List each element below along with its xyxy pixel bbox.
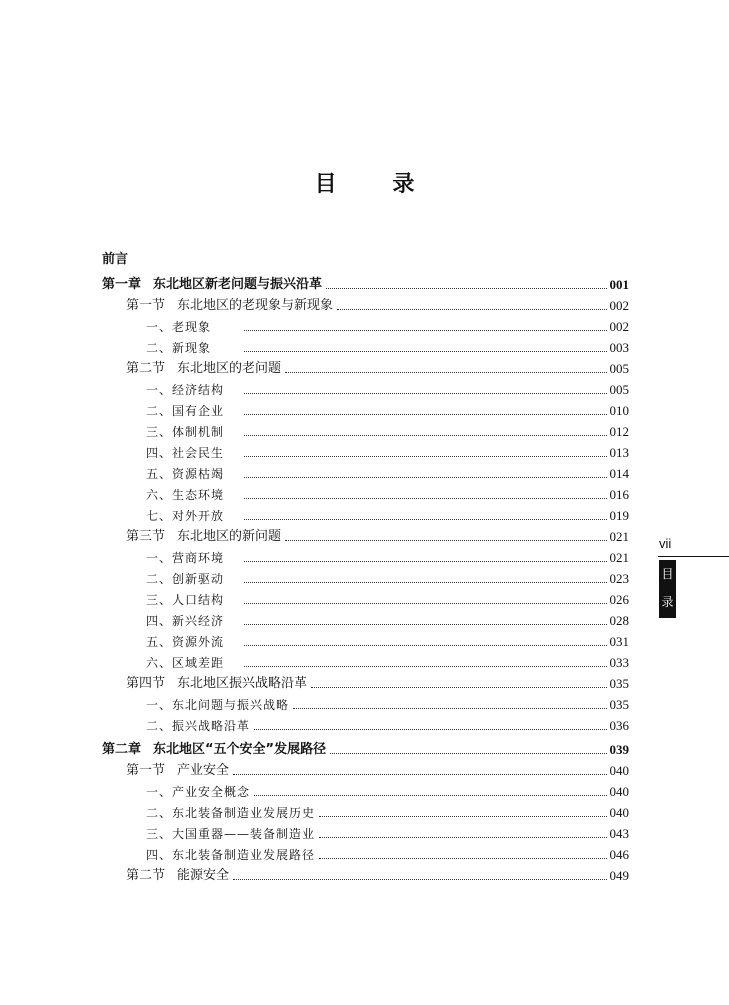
dot-leader: [244, 645, 607, 646]
toc-section-row: [102, 295, 629, 316]
toc-page-number: 021: [609, 550, 629, 565]
toc-entry-number: 一、: [146, 383, 173, 397]
toc-entry-number: 三、: [146, 593, 173, 607]
toc-entry-label: [146, 401, 240, 421]
toc-entry-label: [126, 674, 307, 694]
toc-page-number: 043: [609, 826, 629, 841]
toc-entry-title: 对外开放: [172, 509, 225, 523]
toc-page-number: 002: [609, 298, 629, 313]
toc-entry-number: 一、: [146, 320, 173, 334]
dot-leader: [244, 603, 607, 604]
toc-entry-number: 一、: [146, 551, 173, 565]
dot-leader: [293, 708, 606, 709]
toc-entry-title: 东北地区的老问题: [177, 361, 282, 376]
toc-page-number: 019: [609, 508, 629, 523]
toc-page-number: 040: [609, 784, 629, 799]
toc-entry-number: 六、: [146, 656, 173, 670]
dot-leader: [337, 309, 606, 310]
toc-page-number: 046: [609, 847, 629, 862]
toc-entry-label: [146, 590, 240, 610]
toc-page-number: 014: [609, 466, 629, 481]
preface-entry: 前言: [102, 252, 129, 267]
toc-entry-label: [126, 296, 333, 316]
toc-entry-title: 资源枯竭: [172, 467, 225, 481]
toc-item-row: [102, 421, 629, 442]
toc-entry-title: 营商环境: [172, 551, 225, 565]
toc-item-row: [102, 802, 629, 823]
toc-entry-number: 七、: [146, 509, 173, 523]
toc-page-number: 040: [609, 805, 629, 820]
toc-entry-title: 东北问题与振兴战略: [172, 698, 290, 712]
toc-page-number: 026: [609, 592, 629, 607]
toc-item-row: [102, 568, 629, 589]
toc-page-number: 012: [609, 424, 629, 439]
toc-entry-label: [102, 740, 326, 760]
toc-entry-title: 东北地区振兴战略沿革: [177, 676, 308, 691]
dot-leader: [244, 624, 607, 625]
toc-page-number: 033: [609, 655, 629, 670]
title-part: 目: [314, 172, 337, 197]
dot-leader: [244, 393, 607, 394]
toc-entry-number: 第一节: [126, 763, 166, 778]
toc-page-number: 002: [609, 319, 629, 334]
dot-leader: [244, 477, 607, 478]
toc-item-row: [102, 823, 629, 844]
toc-entry-title: 东北装备制造业发展路径: [172, 848, 316, 862]
toc-entry-title: 新兴经济: [172, 614, 225, 628]
toc-entry-title: 社会民生: [172, 446, 225, 460]
toc-entry-title: 资源外流: [172, 635, 225, 649]
toc-section-row: [102, 526, 629, 547]
toc-entry-title: 振兴战略沿革: [172, 719, 251, 733]
toc-entry-title: 老现象: [172, 320, 212, 334]
toc-entry-number: 第二节: [126, 868, 166, 883]
toc-item-row: [102, 844, 629, 865]
toc-entry-number: 二、: [146, 806, 173, 820]
toc-entry-number: 三、: [146, 425, 173, 439]
toc-page-number: 013: [609, 445, 629, 460]
toc-entry-number: 五、: [146, 467, 173, 481]
toc-entry-label: [126, 761, 229, 781]
toc-entry-label: [146, 422, 240, 442]
toc-entry-label: [146, 632, 240, 652]
toc-entry-label: [126, 359, 281, 379]
dot-leader: [285, 540, 606, 541]
toc-page-number: 016: [609, 487, 629, 502]
toc-entry-label: [146, 803, 315, 823]
toc-entry-label: [146, 485, 240, 505]
toc-section-row: [102, 673, 629, 694]
toc-entry-title: 创新驱动: [172, 572, 225, 586]
toc-entry-title: 新现象: [172, 341, 212, 355]
toc-item-row: [102, 463, 629, 484]
toc-entry-number: 第一章: [102, 277, 142, 292]
dot-leader: [244, 330, 607, 331]
toc-page-number: 031: [609, 634, 629, 649]
toc-page-number: 035: [609, 676, 629, 691]
toc-entry-title: 区域差距: [172, 656, 225, 670]
toc-entry-label: [146, 611, 240, 631]
dot-leader: [244, 561, 607, 562]
dot-leader: [244, 435, 607, 436]
toc-item-row: [102, 631, 629, 652]
toc-entry-title: 产业安全概念: [172, 785, 251, 799]
toc-item-row: [102, 652, 629, 673]
toc-entry-label: [102, 275, 322, 295]
table-of-contents: [102, 248, 629, 886]
toc-entry-title: 东北地区“五个安全”发展路径: [153, 742, 327, 757]
toc-page-number: 005: [609, 361, 629, 376]
toc-entry-number: 第三节: [126, 529, 166, 544]
toc-entry-number: 二、: [146, 341, 173, 355]
dot-leader: [233, 879, 606, 880]
toc-entry-label: [146, 338, 240, 358]
toc-entry-number: 一、: [146, 785, 173, 799]
toc-entry-number: 二、: [146, 404, 173, 418]
toc-page-number: 049: [609, 868, 629, 883]
toc-item-row: [102, 379, 629, 400]
toc-item-row: [102, 400, 629, 421]
toc-entry-number: 三、: [146, 827, 173, 841]
toc-section-row: [102, 760, 629, 781]
toc-entry-label: [146, 845, 315, 865]
toc-item-row: [102, 781, 629, 802]
side-section-tab: [658, 536, 729, 626]
toc-entry-label: [146, 464, 240, 484]
toc-entry-label: [146, 443, 240, 463]
dot-leader: [319, 816, 606, 817]
toc-item-row: [102, 337, 629, 358]
toc-item-row: [102, 547, 629, 568]
toc-entry-title: 东北地区的新问题: [177, 529, 282, 544]
dot-leader: [244, 582, 607, 583]
toc-entry-label: [146, 380, 240, 400]
toc-page-number: 028: [609, 613, 629, 628]
toc-entry-title: 生态环境: [172, 488, 225, 502]
toc-entry-title: 经济结构: [172, 383, 225, 397]
dot-leader: [319, 837, 606, 838]
toc-entry-number: 一、: [146, 698, 173, 712]
dot-leader: [244, 456, 607, 457]
tab-label-box: [659, 560, 676, 618]
toc-page-number: 003: [609, 340, 629, 355]
toc-entry-label: [146, 824, 315, 844]
toc-entry-title: 东北地区的老现象与新现象: [177, 298, 334, 313]
toc-section-row: [102, 865, 629, 886]
dot-leader: [233, 774, 606, 775]
dot-leader: [254, 729, 606, 730]
dot-leader: [326, 288, 606, 289]
dot-leader: [330, 753, 606, 754]
toc-entry-title: 能源安全: [177, 868, 230, 883]
dot-leader: [254, 795, 606, 796]
toc-entry-number: 四、: [146, 848, 173, 862]
title-part: 录: [392, 172, 415, 197]
toc-entry-number: 六、: [146, 488, 173, 502]
toc-page-number: 005: [609, 382, 629, 397]
toc-entry-title: 东北装备制造业发展历史: [172, 806, 316, 820]
tab-rule: [658, 556, 729, 557]
toc-entry-title: 人口结构: [172, 593, 225, 607]
toc-chapter-row: [102, 736, 629, 760]
dot-leader: [311, 687, 606, 688]
toc-entry-title: 大国重器——装备制造业: [172, 827, 316, 841]
dot-leader: [244, 351, 607, 352]
toc-page-number: 035: [609, 697, 629, 712]
toc-entry-label: [146, 653, 240, 673]
toc-section-row: [102, 358, 629, 379]
toc-item-row: [102, 715, 629, 736]
toc-entry-number: 第二节: [126, 361, 166, 376]
toc-entry-number: 二、: [146, 719, 173, 733]
dot-leader: [244, 498, 607, 499]
toc-entry-label: [126, 866, 229, 886]
toc-entry-title: 体制机制: [172, 425, 225, 439]
toc-entry-label: [146, 695, 289, 715]
roman-page-number: vii: [659, 536, 672, 551]
tab-character: 录: [661, 595, 674, 609]
toc-entry-label: [146, 716, 250, 736]
toc-page-number: 021: [609, 529, 629, 544]
toc-page-number: 010: [609, 403, 629, 418]
toc-entry-number: 第四节: [126, 676, 166, 691]
toc-item-row: [102, 589, 629, 610]
toc-entry-label: [146, 317, 240, 337]
dot-leader: [285, 372, 606, 373]
toc-entry-number: 二、: [146, 572, 173, 586]
dot-leader: [319, 858, 606, 859]
toc-entry-label: [146, 506, 240, 526]
toc-page-number: 036: [609, 718, 629, 733]
toc-entry-label: [146, 782, 250, 802]
toc-entry-number: 第二章: [102, 742, 142, 757]
toc-chapter-row: [102, 271, 629, 295]
toc-entry-label: [126, 527, 281, 547]
toc-entry-title: 产业安全: [177, 763, 230, 778]
toc-entry-list: [102, 271, 629, 886]
toc-item-row: [102, 505, 629, 526]
toc-entry-number: 第一节: [126, 298, 166, 313]
toc-item-row: [102, 442, 629, 463]
toc-item-row: [102, 694, 629, 715]
toc-page-number: 023: [609, 571, 629, 586]
dot-leader: [244, 414, 607, 415]
toc-entry-number: 五、: [146, 635, 173, 649]
toc-page-number: 039: [609, 742, 629, 757]
toc-entry-number: 四、: [146, 614, 173, 628]
toc-item-row: [102, 484, 629, 505]
dot-leader: [244, 519, 607, 520]
toc-entry-label: [146, 569, 240, 589]
toc-item-row: [102, 316, 629, 337]
dot-leader: [244, 666, 607, 667]
page-title: [0, 167, 729, 198]
toc-entry-number: 四、: [146, 446, 173, 460]
toc-item-row: [102, 610, 629, 631]
toc-page-number: 040: [609, 763, 629, 778]
toc-entry-title: 国有企业: [172, 404, 225, 418]
tab-character: 目: [661, 567, 674, 581]
toc-entry-label: [146, 548, 240, 568]
toc-page-number: 001: [609, 277, 629, 292]
toc-entry-title: 东北地区新老问题与振兴沿革: [153, 277, 323, 292]
